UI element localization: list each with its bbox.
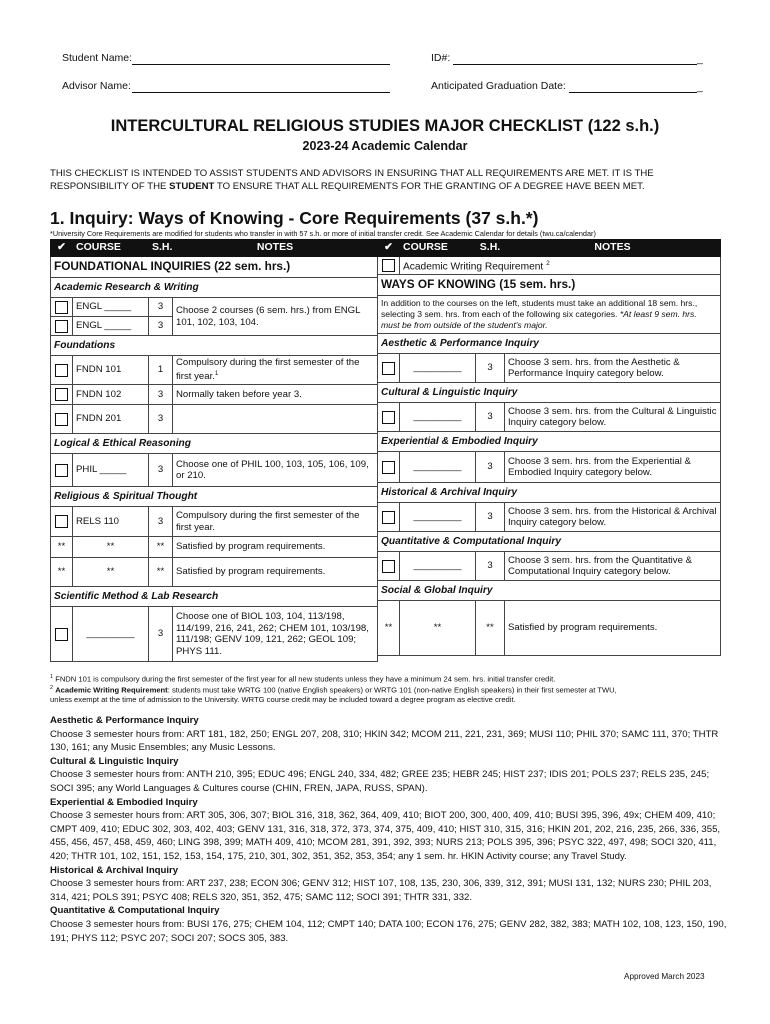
engl-2-sh: 3 [149,317,173,336]
cultural-checkbox[interactable] [382,411,395,424]
category-foundations: Foundations [51,336,378,356]
fndn102-sh: 3 [149,385,173,405]
left-table [50,239,378,662]
star-check: ** [51,537,73,558]
footnote-2-cont: unless exempt at the time of admission to the University. WRTG course credit may be included toward a degree program as elective credit. [50,695,516,705]
right-table-header [378,240,721,257]
cultural-note: Choose 3 sem. hrs. from the Cultural & Linguistic Inquiry category below. [505,403,721,432]
table-row [51,385,378,405]
engl-2-course: ENGL _____ [73,317,149,336]
cultural-sh: 3 [476,403,505,432]
table-row [51,537,378,558]
science-note: Choose one of BIOL 103, 104, 113/198, 114/199, 216, 241, 262; CHEM 101, 103/198, 111/198; GENV 109, 121, 262; GEOL 109; PHYS 111. [173,607,378,662]
aesthetic-checkbox[interactable] [382,362,395,375]
historical-course-blank: _________ [400,503,476,532]
table-row [378,296,721,334]
fndn102-checkbox[interactable] [55,388,68,401]
id-field[interactable] [453,64,697,65]
student-name-label: Student Name: [62,52,133,64]
fndn101-note: Compulsory during the first semester of the first year.$^1$ [173,356,378,385]
engl-1-course: ENGL _____ [73,298,149,317]
quantitative-course-blank: _________ [400,552,476,581]
experiential-course-blank: _________ [400,452,476,483]
section-1-title: 1. Inquiry: Ways of Knowing - Core Requirements (37 s.h.*) [50,208,539,228]
table-row [51,298,378,317]
fndn201-course: FNDN 201 [73,405,149,434]
table-row [378,354,721,383]
category-academic-research: Academic Research & Writing [51,278,378,298]
science-checkbox[interactable] [55,628,68,641]
experiential-note: Choose 3 sem. hrs. from the Experiential & Embodied Inquiry category below. [505,452,721,483]
course-header: COURSE [400,240,476,257]
cat-cultural: Cultural & Linguistic Inquiry Choose 3 semester hours from: ANTH 210, 395; EDUC 496; ENGL 240, 334, 482; GREE 235; HEBR 245; HIST 237; IDIS 201; POLS 237; RELS 235, 245; SOCI 395; any World Languages & Cultures course (CHIN, FREN, JAPA, RUSS, SPAN). [50,755,710,794]
table-row [51,507,378,537]
experiential-checkbox[interactable] [382,461,395,474]
wok-note: In addition to the courses on the left, students must take an additional 18 sem. hrs., selecting 3 sem. hrs. from each of the following six categories. *At least 9 sem. hrs. must be from outside of the student's major. [378,296,721,334]
table-row [378,503,721,532]
intro-text: THIS CHECKLIST IS INTENDED TO ASSIST STUDENTS AND ADVISORS IN ENSURING THAT ALL REQUIREMENTS ARE MET. IT IS THE RESPONSIBILITY OF THE STUDENT TO ENSURE THAT ALL REQUIREMENTS FOR THE GRANTING OF A DEGREE HAVE BEEN MET. [50,168,654,192]
grad-date-field[interactable] [569,92,697,93]
category-cultural: Cultural & Linguistic Inquiry [378,383,721,403]
star-course: ** [400,601,476,656]
engl-1-sh: 3 [149,298,173,317]
footnotes [50,673,730,705]
aesthetic-note: Choose 3 sem. hrs. from the Aesthetic & Performance Inquiry category below. [505,354,721,383]
category-scientific: Scientific Method & Lab Research [51,587,378,607]
notes-header: NOTES [505,240,721,257]
table-row [51,454,378,487]
table-row [378,403,721,432]
category-descriptions [50,714,730,945]
cat-historical: Historical & Archival Inquiry Choose 3 semester hours from: ART 237, 238; ECON 306; GENV 312; HIST 107, 108, 135, 230, 306, 339, 312, 391; MUSI 131, 132; NURS 230; PHIL 203, 314, 421; POLS 391; PSYC 408; RELS 320, 351, 352, 475; SAMC 112; SOCI 391; THTR 331, 332. [50,864,712,903]
rels110-note: Compulsory during the first semester of the first year. [173,507,378,537]
table-row [51,558,378,587]
category-social: Social & Global Inquiry [378,581,721,601]
fndn101-course: FNDN 101 [73,356,149,385]
footnote-2: $^2$ Academic Writing Requirement: students must take WRTG 100 (native English speakers) or WRTG 101 (non-native English speakers) in their first semester at TWU, [50,685,617,695]
footnote-1: $^1$ FNDN 101 is compulsory during the first semester of the first year for all new students unless they have a minimum 24 sem. hrs. initial transfer credit. [50,674,556,684]
rels110-sh: 3 [149,507,173,537]
star-course: ** [73,558,149,587]
table-row [378,552,721,581]
id-label: ID#: [431,52,451,64]
historical-checkbox[interactable] [382,511,395,524]
sh-header: S.H. [149,240,173,257]
satisfied-note: Satisfied by program requirements. [173,558,378,587]
table-row [51,607,378,662]
satisfied-note: Satisfied by program requirements. [505,601,721,656]
right-table [377,239,721,656]
check-header: ✔ [378,240,400,257]
category-logical: Logical & Ethical Reasoning [51,434,378,454]
science-course-blank: _________ [73,607,149,662]
course-header: COURSE [73,240,149,257]
cultural-course-blank: _________ [400,403,476,432]
approved-date: Approved March 2023 [624,972,705,981]
category-quantitative: Quantitative & Computational Inquiry [378,532,721,552]
rels110-course: RELS 110 [73,507,149,537]
category-experiential: Experiential & Embodied Inquiry [378,432,721,452]
table-row [378,601,721,656]
quantitative-note: Choose 3 sem. hrs. from the Quantitative & Computational Inquiry category below. [505,552,721,581]
category-religious: Religious & Spiritual Thought [51,487,378,507]
star-sh: ** [149,558,173,587]
awr-label: Academic Writing Requirement $^2$ [400,257,721,275]
engl-note: Choose 2 courses (6 sem. hrs.) from ENGL 101, 102, 103, 104. [173,298,378,336]
fndn201-checkbox[interactable] [55,413,68,426]
fndn201-note [173,405,378,434]
historical-note: Choose 3 sem. hrs. from the Historical & Archival Inquiry category below. [505,503,721,532]
sh-header: S.H. [476,240,505,257]
phil-note: Choose one of PHIL 100, 103, 105, 106, 109, or 210. [173,454,378,487]
historical-sh: 3 [476,503,505,532]
phil-course: PHIL _____ [73,454,149,487]
table-row [378,452,721,483]
aesthetic-course-blank: _________ [400,354,476,383]
table-row [51,405,378,434]
cat-quantitative: Quantitative & Computational Inquiry Choose 3 semester hours from: BUSI 176, 275; CHEM 104, 112; CMPT 140; DATA 100; ECON 176, 275; GENV 282, 382, 383; MATH 102, 108, 123, 150, 190, 191; PHYS 112; PSYC 207; SOCI 207; SOCS 305, 383. [50,905,727,944]
awr-checkbox[interactable] [382,259,395,272]
star-course: ** [73,537,149,558]
fndn201-sh: 3 [149,405,173,434]
advisor-name-label: Advisor Name: [62,80,131,92]
student-name-field[interactable] [132,64,390,65]
science-sh: 3 [149,607,173,662]
star-check: ** [51,558,73,587]
fndn102-note: Normally taken before year 3. [173,385,378,405]
engl-2-checkbox[interactable] [55,320,68,333]
cat-experiential: Experiential & Embodied Inquiry Choose 3 semester hours from: ART 305, 306, 307; BIOL 316, 318, 362, 364, 409, 410; BIOT 200, 300, 400, 409, 410; BUSI 395, 396, 49x; CHEM 409, 410; CMPT 409, 410; EDUC 302, 303, 402, 403; GENV 131, 316, 318, 372, 373, 374, 375, 409, 410; HIST 310, 315, 316; HKIN 201, 202, 216, 235, 266, 336, 355, 455, 456, 457, 458, 459, 460; LING 398, 399; MATH 409, 410; MCOM 281, 391, 392, 393; NURS 213; POLS 395, 396; PSYC 322, 497, 498; SOCI 320, 411, 420; THTR 101, 102, 151, 152, 153, 154, 175, 210, 301, 302, 351, 352, 353, 354; any 1 sem. hr. HKIN Activity course; any Travel Study. [50,796,721,862]
ways-of-knowing-title: WAYS OF KNOWING (15 sem. hrs.) [378,275,721,296]
left-table-header [51,240,378,257]
category-aesthetic: Aesthetic & Performance Inquiry [378,334,721,354]
satisfied-note: Satisfied by program requirements. [173,537,378,558]
check-header: ✔ [51,240,73,257]
engl-1-checkbox[interactable] [55,301,68,314]
star-sh: ** [476,601,505,656]
fndn101-sh: 1 [149,356,173,385]
grad-date-label: Anticipated Graduation Date: [431,80,566,92]
grad-tail: _ [697,81,703,93]
quantitative-sh: 3 [476,552,505,581]
fndn102-course: FNDN 102 [73,385,149,405]
phil-checkbox[interactable] [55,464,68,477]
advisor-name-field[interactable] [132,92,390,93]
id-tail: _ [697,53,703,65]
star-sh: ** [149,537,173,558]
section-1-note: *University Core Requirements are modified for students who transfer in with 57 s.h. or more of initial transfer credit. See Academic Calendar for details (twu.ca/calendar) [50,229,596,238]
foundational-inquiries-title: FOUNDATIONAL INQUIRIES (22 sem. hrs.) [51,257,378,278]
quantitative-checkbox[interactable] [382,560,395,573]
fndn101-checkbox[interactable] [55,364,68,377]
page-subtitle: 2023-24 Academic Calendar [302,139,468,153]
phil-sh: 3 [149,454,173,487]
category-historical: Historical & Archival Inquiry [378,483,721,503]
star-check: ** [378,601,400,656]
rels110-checkbox[interactable] [55,515,68,528]
page-title: INTERCULTURAL RELIGIOUS STUDIES MAJOR CHECKLIST (122 s.h.) [110,117,660,135]
table-row [51,356,378,385]
cat-aesthetic: Aesthetic & Performance Inquiry Choose 3 semester hours from: ART 181, 182, 250; ENGL 207, 208, 310; HKIN 342; MCOM 211, 221, 231, 369; MUSI 110; PHIL 370; SAMC 111, 370; THTR 130, 161; any Music Ensembles; any Music Lessons. [50,715,719,754]
experiential-sh: 3 [476,452,505,483]
table-row [378,257,721,275]
notes-header: NOTES [173,240,378,257]
aesthetic-sh: 3 [476,354,505,383]
